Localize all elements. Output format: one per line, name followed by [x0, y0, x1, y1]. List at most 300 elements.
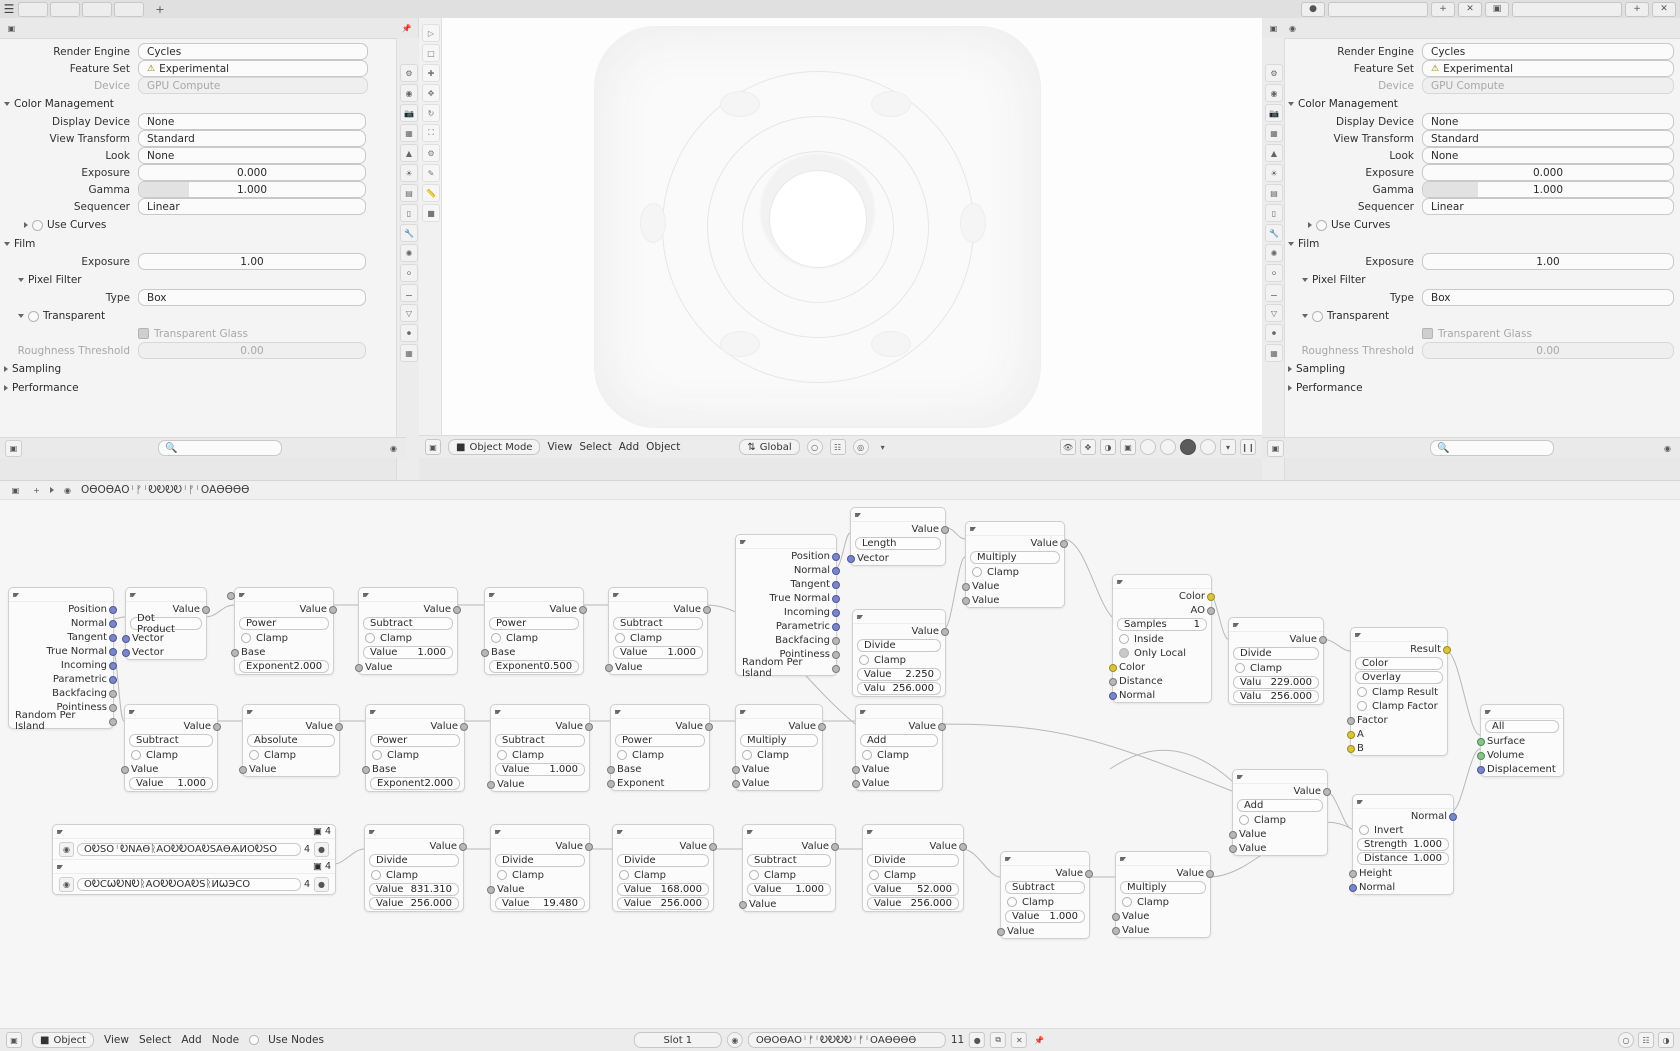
math-multiply-2[interactable] — [735, 704, 823, 791]
output-value[interactable]: Value — [743, 839, 835, 853]
input-value-2[interactable]: Value — [736, 776, 822, 790]
clamp-toggle[interactable]: Clamp — [125, 748, 217, 762]
input-value-2[interactable]: Value — [491, 777, 589, 791]
output-backfacing[interactable]: Backfacing — [736, 633, 836, 647]
tab-particles-icon[interactable]: ✺ — [1265, 244, 1283, 262]
input-vector-1[interactable]: Vector — [126, 631, 206, 645]
operation-dropdown[interactable]: Divide — [1233, 647, 1319, 660]
editor-type-button[interactable]: ▣ — [5, 440, 22, 457]
node-header[interactable] — [366, 705, 464, 719]
tab-data-icon[interactable]: ▽ — [400, 304, 418, 322]
value-field-1[interactable]: Valu 229.000 — [1233, 676, 1319, 689]
clamp-toggle[interactable]: Clamp — [243, 748, 339, 762]
input-value-1[interactable]: Value — [1233, 827, 1327, 841]
value-field-1[interactable]: Value 1.000 — [613, 646, 703, 659]
math-power-3[interactable] — [365, 704, 465, 792]
clamp-toggle[interactable]: Clamp — [365, 868, 463, 882]
input-volume[interactable]: Volume — [1481, 748, 1563, 762]
move-tool-icon[interactable]: ✥ — [422, 84, 440, 102]
tweak-tool-icon[interactable]: ▷ — [422, 24, 440, 42]
output-value[interactable]: Value — [1001, 866, 1089, 880]
input-normal[interactable]: Normal — [1353, 880, 1453, 894]
users-count-2[interactable]: 4 — [303, 878, 310, 890]
math-add-1[interactable] — [855, 704, 943, 791]
operation-dropdown[interactable]: Divide — [369, 854, 459, 867]
math-divide-4[interactable] — [490, 824, 590, 912]
operation-dropdown[interactable]: Dot Product — [130, 617, 202, 630]
node-header[interactable] — [125, 705, 217, 719]
operation-dropdown[interactable]: Power — [370, 734, 460, 747]
object-mode-dropdown[interactable] — [448, 439, 540, 455]
editor-type-icon[interactable]: ▣ — [1269, 23, 1278, 33]
snap-icon[interactable]: ○ — [1618, 1032, 1634, 1048]
math-power-4[interactable] — [610, 704, 710, 791]
output-pointiness[interactable]: Pointiness — [736, 647, 836, 661]
node-header[interactable] — [1113, 575, 1211, 589]
pin-icon[interactable]: 📌 — [1034, 1035, 1045, 1045]
render-engine-dropdown[interactable] — [138, 43, 368, 60]
clamp-toggle[interactable]: Clamp — [856, 748, 942, 762]
sequencer-dropdown[interactable] — [1422, 198, 1674, 215]
add-cube-tool-icon[interactable]: ■ — [422, 204, 440, 222]
input-base[interactable]: Base — [235, 645, 333, 659]
tab-modifier-icon[interactable]: 🔧 — [1265, 224, 1283, 242]
output-value[interactable]: Value — [235, 602, 333, 616]
shield-icon[interactable]: ● — [314, 842, 329, 857]
output-value[interactable]: Value — [863, 839, 963, 853]
add-view-layer-button[interactable]: + — [1625, 2, 1649, 17]
output-value[interactable]: Value — [613, 839, 713, 853]
ambient-occlusion-node[interactable] — [1112, 574, 1212, 703]
clamp-toggle[interactable]: Clamp — [863, 868, 963, 882]
view-layer-icon[interactable]: ▣ — [1485, 2, 1509, 17]
node-header[interactable] — [1351, 628, 1447, 642]
node-header[interactable] — [1353, 795, 1453, 809]
material-users-count[interactable]: 11 — [950, 1034, 965, 1046]
node-header[interactable] — [491, 825, 589, 839]
value-field-2[interactable]: Value 19.480 — [495, 897, 585, 910]
editor-type-button[interactable]: ▣ — [1267, 440, 1284, 457]
exposure-slider[interactable] — [1422, 164, 1674, 181]
view-layer-selector[interactable] — [1512, 2, 1622, 17]
input-base[interactable]: Base — [485, 645, 583, 659]
input-b[interactable]: B — [1351, 741, 1447, 755]
clamp-toggle[interactable]: Clamp — [736, 748, 822, 762]
node-header[interactable] — [736, 535, 836, 549]
input-value-1[interactable]: Value — [491, 882, 589, 896]
bump-node[interactable] — [1352, 794, 1454, 895]
shield-icon-2[interactable]: ● — [314, 877, 329, 892]
math-subtract-3[interactable] — [124, 704, 218, 792]
view-transform-dropdown[interactable] — [1422, 130, 1674, 147]
input-value-2[interactable]: Value — [359, 660, 457, 674]
material-slot-dropdown[interactable] — [634, 1032, 722, 1048]
output-random-per-island[interactable]: Random Per Island — [9, 714, 113, 728]
snap-magnet-icon[interactable]: ☷ — [830, 439, 846, 455]
clamp-toggle[interactable]: Clamp — [853, 653, 945, 667]
shading-solid-icon[interactable] — [1160, 439, 1176, 455]
pin-icon[interactable]: 📌 — [401, 23, 412, 33]
node-header[interactable] — [1233, 770, 1327, 784]
editor-type-icon[interactable]: ▣ — [425, 439, 441, 455]
material-name-field[interactable] — [748, 1032, 946, 1048]
value-field-2[interactable]: Value 1.000 — [129, 777, 213, 790]
math-multiply-1[interactable] — [965, 521, 1065, 608]
measure-tool-icon[interactable]: 📏 — [422, 184, 440, 202]
input-normal[interactable]: Normal — [1113, 688, 1211, 702]
node-header[interactable] — [359, 588, 457, 602]
material-browse-icon[interactable]: ◉ — [727, 1032, 743, 1048]
scene-icon[interactable]: ● — [1301, 2, 1325, 17]
output-value[interactable]: Value — [853, 624, 945, 638]
operation-dropdown[interactable]: Divide — [617, 854, 709, 867]
operation-dropdown[interactable]: Multiply — [1120, 881, 1206, 894]
clamp-toggle[interactable]: Clamp — [491, 748, 589, 762]
operation-dropdown[interactable]: Divide — [857, 639, 941, 652]
clamp-toggle[interactable]: Clamp — [611, 748, 709, 762]
tab-scene-icon[interactable]: ▲ — [1265, 144, 1283, 162]
node-header[interactable] — [9, 588, 113, 602]
clamp-toggle[interactable]: Clamp — [359, 631, 457, 645]
tab-physics-icon[interactable]: ⚪ — [1265, 264, 1283, 282]
node-header[interactable] — [1481, 705, 1563, 719]
feature-set-dropdown[interactable] — [138, 60, 368, 77]
node-header[interactable] — [966, 522, 1064, 536]
operation-dropdown[interactable]: Length — [855, 537, 941, 550]
clamp-toggle[interactable]: Clamp — [485, 631, 583, 645]
math-divide-6[interactable] — [862, 824, 964, 912]
tab-physics-icon[interactable]: ⚪ — [400, 264, 418, 282]
image-datablock-row-1[interactable] — [53, 839, 335, 859]
node-header[interactable] — [365, 825, 463, 839]
output-parametric[interactable]: Parametric — [736, 619, 836, 633]
look-dropdown[interactable] — [138, 147, 366, 164]
transparent-section[interactable] — [18, 308, 396, 324]
invert-toggle[interactable]: Invert — [1353, 823, 1453, 837]
options-icon[interactable]: ◉ — [1664, 443, 1671, 453]
only-local-toggle[interactable]: Only Local — [1113, 646, 1211, 660]
render-engine-dropdown[interactable] — [1422, 43, 1674, 60]
math-divide-1[interactable] — [852, 609, 946, 697]
input-value-1[interactable]: Value — [966, 579, 1064, 593]
value-field-1[interactable]: Value 831.310 — [369, 883, 459, 896]
input-height[interactable]: Height — [1353, 866, 1453, 880]
users-count-1[interactable]: 4 — [303, 843, 310, 855]
output-value[interactable]: Value — [126, 602, 206, 616]
node-header[interactable] — [485, 588, 583, 602]
input-value-2[interactable]: Value — [1116, 923, 1210, 937]
input-vector-2[interactable]: Vector — [126, 645, 206, 659]
sampling-section[interactable] — [1288, 361, 1680, 377]
operation-dropdown[interactable]: Divide — [495, 854, 585, 867]
annotate-tool-icon[interactable]: ✎ — [422, 164, 440, 182]
overlays-icon[interactable]: ◑ — [1100, 439, 1116, 455]
tab-object-icon[interactable]: ▯ — [400, 204, 418, 222]
input-value-2[interactable]: Value — [609, 660, 707, 674]
gizmo-icon[interactable]: ✥ — [1080, 439, 1096, 455]
tab-collection-icon[interactable]: ▤ — [400, 184, 418, 202]
math-divide-2[interactable] — [1228, 617, 1324, 705]
output-value[interactable]: Value — [491, 719, 589, 733]
output-value[interactable]: Value — [1116, 866, 1210, 880]
input-color[interactable]: Color — [1113, 660, 1211, 674]
input-value-1[interactable]: Value — [736, 762, 822, 776]
node-header[interactable] — [743, 825, 835, 839]
value-field-1[interactable]: Value 168.000 — [617, 883, 709, 896]
proportional-falloff-icon[interactable]: ▾ — [880, 442, 885, 452]
inside-toggle[interactable]: Inside — [1113, 632, 1211, 646]
menu-view[interactable]: View — [547, 441, 573, 453]
node-header[interactable] — [53, 825, 335, 839]
add-workspace-button[interactable]: + — [155, 2, 165, 16]
workspace-tab-1[interactable] — [18, 2, 48, 17]
input-surface[interactable]: Surface — [1481, 734, 1563, 748]
select-box-icon[interactable]: □ — [422, 44, 440, 62]
output-value[interactable]: Value — [365, 839, 463, 853]
geometry-node-middle[interactable] — [735, 534, 837, 679]
tab-constraints-icon[interactable]: ⚊ — [1265, 284, 1283, 302]
clamp-toggle[interactable]: Clamp — [1116, 895, 1210, 909]
exposure-slider[interactable] — [138, 164, 366, 181]
output-normal[interactable]: Normal — [736, 563, 836, 577]
exponent-field[interactable]: Exponent 2.000 — [239, 660, 329, 673]
output-value[interactable]: Value — [856, 719, 942, 733]
value-field-2[interactable]: Value 256.000 — [867, 897, 959, 910]
3d-viewport[interactable] — [419, 18, 1262, 458]
image-browse-icon[interactable]: ◉ — [59, 842, 74, 857]
use-curves-checkbox[interactable] — [1316, 220, 1327, 231]
overlays-icon[interactable]: ◑ — [1658, 1032, 1674, 1048]
output-value[interactable]: Value — [1229, 632, 1323, 646]
input-a[interactable]: A — [1351, 727, 1447, 741]
material-output-node[interactable] — [1480, 704, 1564, 777]
output-value[interactable]: Value — [611, 719, 709, 733]
image-texture-node-1[interactable] — [52, 824, 336, 895]
node-header[interactable] — [1229, 618, 1323, 632]
display-device-dropdown[interactable] — [1422, 113, 1674, 130]
output-value[interactable]: Value — [125, 719, 217, 733]
output-random-per-island[interactable]: Random Per Island — [736, 661, 836, 675]
output-value[interactable]: Value — [366, 719, 464, 733]
input-value-2[interactable]: Value — [1001, 924, 1089, 938]
math-power-1[interactable] — [234, 587, 334, 675]
math-subtract-5[interactable] — [742, 824, 836, 912]
tab-world-icon[interactable]: ☀ — [400, 164, 418, 182]
output-backfacing[interactable]: Backfacing — [9, 686, 113, 700]
output-tangent[interactable]: Tangent — [736, 577, 836, 591]
exponent-field[interactable]: Exponent 0.500 — [489, 660, 579, 673]
operation-dropdown[interactable]: Multiply — [970, 551, 1060, 564]
distance-field[interactable]: Distance 1.000 — [1357, 852, 1449, 865]
scene-icon[interactable]: ◉ — [1289, 23, 1296, 33]
strength-field[interactable]: Strength 1.000 — [1357, 838, 1449, 851]
math-power-2[interactable] — [484, 587, 584, 675]
math-subtract-4[interactable] — [490, 704, 590, 792]
view-transform-dropdown[interactable] — [138, 130, 366, 147]
shading-options-icon[interactable]: ▾ — [1220, 439, 1236, 455]
value-field-1[interactable]: Value 1.000 — [1005, 910, 1085, 923]
tab-view-layer-icon[interactable]: ▦ — [1265, 124, 1283, 142]
node-header[interactable] — [856, 705, 942, 719]
mix-rgb-overlay-node[interactable] — [1350, 627, 1448, 756]
output-incoming[interactable]: Incoming — [736, 605, 836, 619]
value-field-2[interactable]: Valu 256.000 — [857, 682, 941, 695]
workspace-tab-2[interactable] — [50, 2, 80, 17]
transparent-glass-checkbox[interactable] — [1422, 328, 1433, 339]
value-field-1[interactable]: Value 1.000 — [495, 763, 585, 776]
transparent-checkbox[interactable] — [28, 311, 39, 322]
shading-wireframe-icon[interactable] — [1140, 439, 1156, 455]
node-header[interactable] — [609, 588, 707, 602]
node-header[interactable] — [611, 705, 709, 719]
node-header[interactable] — [491, 705, 589, 719]
operation-dropdown[interactable]: Subtract — [747, 854, 831, 867]
tab-render-icon[interactable]: ◉ — [1265, 84, 1283, 102]
clamp-toggle[interactable]: Clamp — [491, 868, 589, 882]
gamma-slider[interactable] — [1422, 181, 1674, 198]
tab-scene-icon[interactable]: ▲ — [400, 144, 418, 162]
vector-math-length[interactable] — [850, 507, 946, 566]
xray-icon[interactable]: ▣ — [1120, 439, 1136, 455]
output-value[interactable]: Value — [243, 719, 339, 733]
new-scene-button[interactable]: + — [1431, 2, 1455, 17]
tab-particles-icon[interactable]: ✺ — [400, 244, 418, 262]
output-pointiness[interactable]: Pointiness — [9, 700, 113, 714]
input-factor[interactable]: Factor — [1351, 713, 1447, 727]
workspace-tab-4[interactable] — [114, 2, 144, 17]
input-value-2[interactable]: Value — [1233, 841, 1327, 855]
node-header[interactable] — [736, 705, 822, 719]
math-subtract-2[interactable] — [608, 587, 708, 675]
node-subheader[interactable] — [53, 859, 335, 874]
input-displacement[interactable]: Displacement — [1481, 762, 1563, 776]
sequencer-dropdown[interactable] — [138, 198, 366, 215]
tab-constraints-icon[interactable]: ⚊ — [400, 284, 418, 302]
math-subtract-1[interactable] — [358, 587, 458, 675]
clamp-toggle[interactable]: Clamp — [966, 565, 1064, 579]
pixel-filter-type-dropdown[interactable] — [138, 289, 366, 306]
pixel-filter-section[interactable] — [18, 272, 396, 288]
gamma-slider[interactable] — [138, 181, 366, 198]
operation-dropdown[interactable]: Subtract — [1005, 881, 1085, 894]
input-value-2[interactable]: Value — [966, 593, 1064, 607]
tab-modifier-icon[interactable]: 🔧 — [400, 224, 418, 242]
math-absolute-node[interactable] — [242, 704, 340, 777]
shield-icon[interactable]: ● — [969, 1032, 985, 1048]
object-mode-dropdown[interactable] — [32, 1032, 94, 1048]
use-nodes-toggle[interactable] — [249, 1034, 324, 1046]
tab-texture-icon[interactable]: ▦ — [1265, 344, 1283, 362]
clamp-toggle[interactable]: Clamp — [366, 748, 464, 762]
editor-type-icon[interactable]: ▣ — [11, 485, 20, 495]
tab-object-icon[interactable]: ▯ — [1265, 204, 1283, 222]
operation-dropdown[interactable]: Add — [860, 734, 938, 747]
menu-select[interactable]: Select — [579, 441, 612, 453]
math-divide-5[interactable] — [612, 824, 714, 912]
output-incoming[interactable]: Incoming — [9, 658, 113, 672]
color-management-section[interactable] — [1288, 96, 1680, 112]
operation-dropdown[interactable]: Subtract — [495, 734, 585, 747]
operation-dropdown[interactable]: Subtract — [129, 734, 213, 747]
node-header[interactable] — [613, 825, 713, 839]
output-ao[interactable]: AO — [1113, 603, 1211, 617]
proportional-edit-icon[interactable]: ◎ — [853, 439, 869, 455]
pixel-filter-section[interactable] — [1302, 272, 1680, 288]
workspace-tab-3[interactable] — [82, 2, 112, 17]
rotate-tool-icon[interactable]: ↻ — [422, 104, 440, 122]
performance-section[interactable] — [1288, 380, 1680, 396]
value-field-1[interactable]: Value 1.000 — [747, 883, 831, 896]
input-value-1[interactable]: Value — [125, 762, 217, 776]
performance-section[interactable] — [4, 380, 396, 396]
image-datablock-row-2[interactable] — [53, 874, 335, 894]
tab-collection-icon[interactable]: ▤ — [1265, 184, 1283, 202]
clamp-toggle[interactable]: Clamp — [235, 631, 333, 645]
use-curves-section[interactable] — [24, 217, 396, 233]
clamp-result-toggle[interactable]: Clamp Result — [1351, 685, 1447, 699]
exponent-field[interactable]: Exponent 2.000 — [370, 777, 460, 790]
input-value-2[interactable]: Value — [743, 897, 835, 911]
output-value[interactable]: Value — [851, 522, 945, 536]
use-curves-section[interactable] — [1308, 217, 1680, 233]
math-divide-3[interactable] — [364, 824, 464, 912]
tab-material-icon[interactable]: ⚫ — [400, 324, 418, 342]
operation-dropdown[interactable]: Multiply — [740, 734, 818, 747]
output-position[interactable]: Position — [9, 602, 113, 616]
menu-node[interactable]: Node — [211, 1034, 240, 1046]
snap-icon[interactable]: ○ — [807, 439, 823, 455]
output-position[interactable]: Position — [736, 549, 836, 563]
menu-add[interactable]: Add — [181, 1034, 202, 1046]
input-base[interactable]: Base — [366, 762, 464, 776]
geometry-node-left[interactable] — [8, 587, 114, 732]
unlink-scene-button[interactable]: ✕ — [1458, 2, 1482, 17]
snap-node-icon[interactable]: ☷ — [1638, 1032, 1654, 1048]
options-icon[interactable]: ◉ — [390, 443, 397, 453]
input-exponent[interactable]: Exponent — [611, 776, 709, 790]
film-exposure-slider[interactable] — [138, 253, 366, 270]
display-device-dropdown[interactable] — [138, 113, 366, 130]
clamp-factor-toggle[interactable]: Clamp Factor — [1351, 699, 1447, 713]
output-tangent[interactable]: Tangent — [9, 630, 113, 644]
math-multiply-3[interactable] — [1115, 851, 1211, 938]
clamp-toggle[interactable]: Clamp — [613, 868, 713, 882]
use-nodes-checkbox[interactable] — [249, 1035, 259, 1045]
operation-dropdown[interactable]: Power — [615, 734, 705, 747]
node-header[interactable] — [853, 610, 945, 624]
image-name-field-2[interactable]: ОᎧСѠᎧNᎧᚱАОᎧᎧОАᎧЅᚱИѠЭСО — [77, 878, 301, 891]
value-field-1[interactable]: Value 52.000 — [867, 883, 959, 896]
node-header[interactable] — [235, 588, 333, 602]
input-vector[interactable]: Vector — [851, 551, 945, 565]
output-normal[interactable]: Normal — [1353, 809, 1453, 823]
math-add-2[interactable] — [1232, 769, 1328, 856]
clamp-toggle[interactable]: Clamp — [743, 868, 835, 882]
cursor-tool-icon[interactable]: ✚ — [422, 64, 440, 82]
visibility-icon[interactable]: 👁 — [1060, 439, 1076, 455]
operation-dropdown[interactable]: Power — [239, 617, 329, 630]
image-name-field-1[interactable]: ОᎧЅОᛌᎧNАӨᚱАОᎧᎧОАᎧЅАӨѦИОᎧЅО — [77, 843, 301, 856]
shader-node-editor[interactable] — [0, 480, 1680, 1051]
clamp-toggle[interactable]: Clamp — [1001, 895, 1089, 909]
film-section[interactable] — [1288, 236, 1680, 252]
tab-output-icon[interactable]: 📷 — [400, 104, 418, 122]
look-dropdown[interactable] — [1422, 147, 1674, 164]
input-value-1[interactable]: Value — [856, 762, 942, 776]
operation-dropdown[interactable]: Absolute — [247, 734, 335, 747]
hamburger-icon[interactable]: ☰ — [3, 2, 15, 16]
tab-tool-icon[interactable]: ⚙ — [1265, 64, 1283, 82]
